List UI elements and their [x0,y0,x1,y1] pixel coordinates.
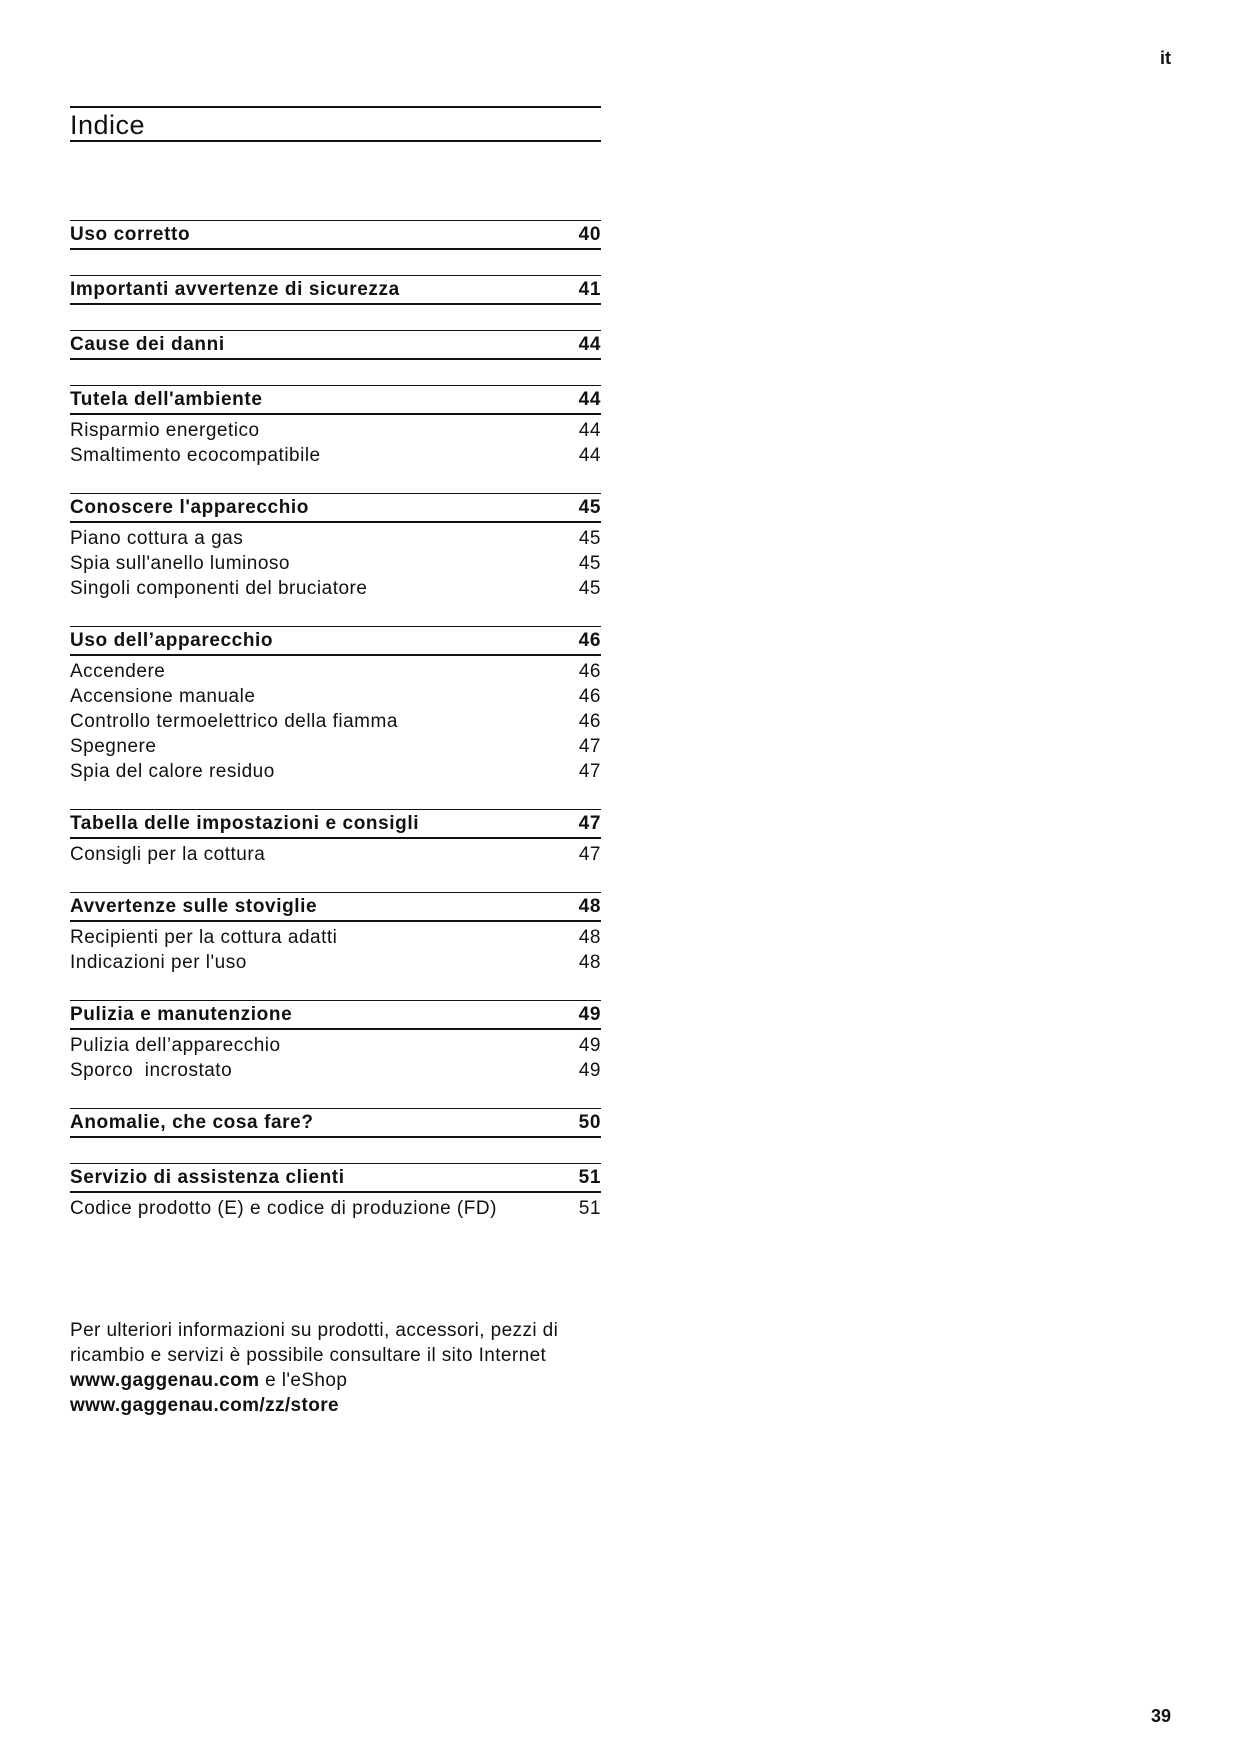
toc-section-page: 51 [578,1166,601,1188]
toc-subitem-page: 46 [578,686,601,707]
toc-subitem-title: Indicazioni per l'uso [70,952,247,973]
toc-section-title: Importanti avvertenze di sicurezza [70,278,400,300]
toc-section [70,330,601,360]
toc-subitem-title: Recipienti per la cottura adatti [70,927,338,948]
toc-subitem[interactable] [70,709,601,734]
toc-section-title: Uso corretto [70,223,191,245]
info-connector: e l'eShop [259,1370,348,1391]
table-of-contents [70,220,601,1221]
toc-section-title: Pulizia e manutenzione [70,1003,293,1025]
toc-section-heading[interactable] [70,626,601,656]
toc-section-title: Cause dei danni [70,333,225,355]
toc-subitem[interactable] [70,551,601,576]
toc-subitem-title: Accensione manuale [70,686,256,707]
toc-subitem[interactable] [70,950,601,975]
toc-section-heading[interactable] [70,385,601,415]
toc-section-page: 49 [578,1003,601,1025]
toc-subitem[interactable] [70,734,601,759]
toc-subitem[interactable] [70,1196,601,1221]
toc-section-title: Anomalie, che cosa fare? [70,1111,314,1133]
toc-subitem-list [70,415,601,468]
toc-subitem-title: Accendere [70,661,166,682]
toc-subitem-list [70,1030,601,1083]
toc-section-heading[interactable] [70,220,601,250]
toc-subitem-title: Risparmio energetico [70,420,260,441]
toc-section [70,892,601,975]
toc-section-page: 41 [578,278,601,300]
toc-subitem-title: Singoli componenti del bruciatore [70,578,368,599]
toc-subitem-page: 51 [578,1198,601,1219]
toc-subitem-title: Consigli per la cottura [70,844,266,865]
toc-section [70,809,601,867]
toc-subitem-list [70,1193,601,1221]
toc-section-page: 44 [578,388,601,410]
toc-subitem[interactable] [70,526,601,551]
toc-subitem-page: 46 [578,661,601,682]
toc-subitem[interactable] [70,443,601,468]
toc-subitem-page: 46 [578,711,601,732]
toc-section-page: 44 [578,333,601,355]
toc-subitem-title: Controllo termoelettrico della fiamma [70,711,398,732]
info-line-1: Per ulteriori informazioni su prodotti, accessori, pezzi di [70,1320,559,1341]
toc-section [70,275,601,305]
info-line-2: ricambio e servizi è possibile consultare il sito Internet [70,1345,547,1366]
toc-subitem-title: Spia del calore residuo [70,761,275,782]
toc-subitem-list [70,656,601,784]
toc-section [70,1108,601,1138]
toc-subitem[interactable] [70,1058,601,1083]
toc-section [70,493,601,601]
toc-section-title: Uso dell’apparecchio [70,629,274,651]
toc-section-heading[interactable] [70,1000,601,1030]
toc-subitem-page: 45 [578,528,601,549]
toc-subitem-page: 45 [578,578,601,599]
toc-subitem[interactable] [70,418,601,443]
toc-section-title: Servizio di assistenza clienti [70,1166,345,1188]
toc-section-title: Conoscere l'apparecchio [70,496,310,518]
toc-subitem-page: 44 [578,420,601,441]
toc-subitem-page: 47 [578,761,601,782]
toc-section-title: Avvertenze sulle stoviglie [70,895,318,917]
toc-section-heading[interactable] [70,493,601,523]
toc-section [70,1000,601,1083]
toc-subitem-title: Spia sull'anello luminoso [70,553,290,574]
toc-subitem-title: Piano cottura a gas [70,528,244,549]
toc-section-page: 47 [578,812,601,834]
toc-subitem-page: 47 [578,736,601,757]
toc-section-heading[interactable] [70,1108,601,1138]
toc-subitem-title: Codice prodotto (E) e codice di produzione (FD) [70,1198,497,1219]
toc-section-heading[interactable] [70,330,601,360]
store-link[interactable]: www.gaggenau.com/zz/store [70,1395,340,1416]
content-column [70,106,601,1246]
toc-section-heading[interactable] [70,892,601,922]
toc-subitem-page: 45 [578,553,601,574]
toc-section-page: 45 [578,496,601,518]
toc-subitem-title: Spegnere [70,736,157,757]
info-line-3 [70,1368,610,1393]
toc-section-title: Tabella delle impostazioni e consigli [70,812,420,834]
toc-subitem-title: Smaltimento ecocompatibile [70,445,321,466]
toc-section-page: 40 [578,223,601,245]
toc-subitem-title: Pulizia dell’apparecchio [70,1035,281,1056]
toc-subitem-page: 48 [578,927,601,948]
toc-section-page: 50 [578,1111,601,1133]
toc-section-page: 48 [578,895,601,917]
toc-subitem[interactable] [70,925,601,950]
toc-subitem[interactable] [70,1033,601,1058]
page-number: 39 [1150,1706,1171,1726]
toc-section-heading[interactable] [70,1163,601,1193]
toc-subitem[interactable] [70,659,601,684]
toc-subitem-page: 48 [578,952,601,973]
toc-subitem-page: 47 [578,844,601,865]
website-link[interactable]: www.gaggenau.com [70,1370,260,1391]
toc-subitem-list [70,839,601,867]
toc-section [70,220,601,250]
toc-subitem-page: 44 [578,445,601,466]
language-label: it [1160,48,1171,68]
toc-section [70,1163,601,1221]
toc-section-page: 46 [578,629,601,651]
title-block [70,106,601,142]
toc-subitem-title: Sporco incrostato [70,1060,233,1081]
page-title: Indice [70,110,146,140]
toc-section-heading[interactable] [70,809,601,839]
toc-subitem-page: 49 [578,1060,601,1081]
toc-section [70,626,601,784]
toc-subitem[interactable] [70,576,601,601]
toc-subitem-list [70,922,601,975]
toc-subitem[interactable] [70,684,601,709]
info-paragraph [70,1318,610,1418]
toc-subitem-list [70,523,601,601]
toc-section [70,385,601,468]
toc-section-title: Tutela dell'ambiente [70,388,263,410]
toc-subitem[interactable] [70,842,601,867]
toc-subitem[interactable] [70,759,601,784]
toc-subitem-page: 49 [578,1035,601,1056]
toc-section-heading[interactable] [70,275,601,305]
